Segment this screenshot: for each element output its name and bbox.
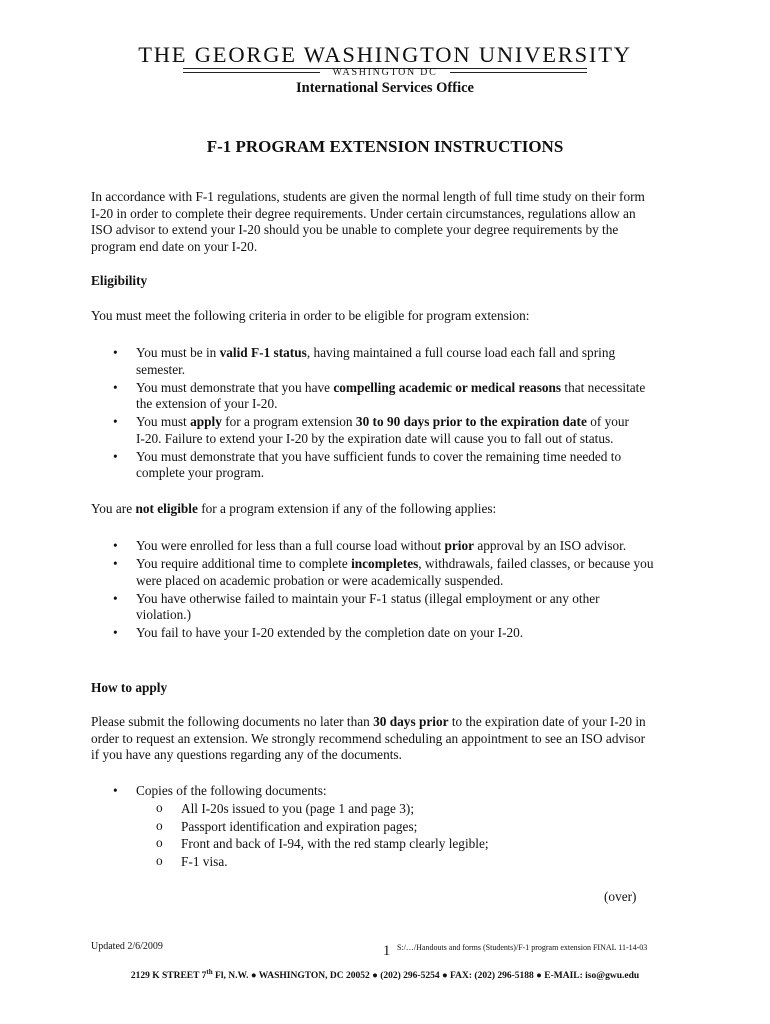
eligibility-heading: Eligibility <box>91 273 148 288</box>
letterhead-rule-left <box>183 72 320 73</box>
page-number: 1 <box>383 943 391 959</box>
bullet-icon: • <box>113 625 118 640</box>
list-item <box>91 591 653 624</box>
circle-bullet-icon: o <box>156 835 163 850</box>
eligibility-lead: You must meet the following criteria in order to be eligible for program extension: <box>91 308 530 323</box>
list-item-line: I-20. Failure to extend your I-20 by the expiration date will cause you to fall out of status. <box>136 430 614 446</box>
intro-line: I-20 in order to complete their degree requirements. Under certain circumstances, regulations allow an <box>91 205 636 221</box>
paragraph-line: order to request an extension. We strongly recommend scheduling an appointment to see an ISO advisor <box>91 730 646 746</box>
letterhead-rule-right <box>450 72 587 73</box>
list-item-line: the extension of your I-20. <box>136 396 278 411</box>
circle-bullet-icon: o <box>156 817 163 833</box>
bullet-icon: • <box>113 345 118 360</box>
bullet-icon: • <box>113 379 118 395</box>
circle-bullet-icon: o <box>156 852 163 868</box>
circle-bullet-icon: o <box>156 800 163 815</box>
not-eligible-lead: You are not eligible for a program extension if any of the following applies: <box>91 501 497 516</box>
list-item-line: violation.) <box>136 607 192 622</box>
list-item-line: You require additional time to complete incompletes, withdrawals, failed classes, or because you <box>136 556 654 571</box>
list-item <box>91 538 653 555</box>
office-address: 2129 K STREET 7th Fl, N.W. ● WASHINGTON, DC 20052 ● (202) 296-5254 ● FAX: (202) 296-5188 ● E-MAIL: iso@gwu.edu <box>130 968 640 982</box>
bullet-icon: • <box>113 783 118 798</box>
list-item <box>91 449 645 482</box>
how-to-apply-heading: How to apply <box>91 680 168 695</box>
sublist-item: o Passport identification and expiration pages; <box>156 817 418 834</box>
list-item-line: You fail to have your I-20 extended by the completion date on your I-20. <box>136 625 524 640</box>
list-item-line: You must demonstrate that you have sufficient funds to cover the remaining time needed to <box>136 448 622 464</box>
office-name: International Services Office <box>296 80 474 96</box>
university-name: THE GEORGE WASHINGTON UNIVERSITY <box>138 42 632 67</box>
documents-list <box>91 783 327 801</box>
list-item <box>91 345 645 378</box>
list-item <box>91 380 645 413</box>
sublist-item: o All I-20s issued to you (page 1 and page 3); <box>156 800 415 816</box>
bullet-icon: • <box>113 414 118 429</box>
documents-sublist <box>91 801 691 873</box>
not-eligible-list <box>91 538 653 643</box>
intro-line: ISO advisor to extend your I-20 should you be unable to complete your degree requirements by the <box>91 222 619 237</box>
list-item-line: were placed on academic probation or were academically suspended. <box>136 572 504 588</box>
bullet-icon: • <box>113 590 118 606</box>
how-to-apply-paragraph <box>91 714 646 764</box>
list-item-line: You must apply for a program extension 30 to 90 days prior to the expiration date of your <box>136 414 629 429</box>
list-item <box>91 556 653 589</box>
list-item <box>91 625 653 642</box>
bullet-icon: • <box>113 556 118 571</box>
eligibility-list <box>91 345 645 483</box>
list-item-line: You have otherwise failed to maintain your F-1 status (illegal employment or any other <box>136 590 600 606</box>
sublist-item: o Front and back of I-94, with the red stamp clearly legible; <box>156 835 489 851</box>
list-item-line: You must demonstrate that you have compelling academic or medical reasons that necessitate <box>136 379 646 395</box>
list-item-line: You were enrolled for less than a full course load without prior approval by an ISO advisor. <box>136 538 627 553</box>
university-city: WASHINGTON DC <box>332 67 438 78</box>
bullet-icon: • <box>113 448 118 464</box>
paragraph-line: Please submit the following documents no later than 30 days prior to the expiration date of your I-20 in <box>91 714 646 729</box>
list-item-line: Copies of the following documents: <box>136 783 327 798</box>
list-item <box>91 783 327 800</box>
list-item-line: semester. <box>136 361 186 377</box>
bullet-icon: • <box>113 538 118 553</box>
page-title: F-1 PROGRAM EXTENSION INSTRUCTIONS <box>206 137 564 156</box>
intro-line: program end date on your I-20. <box>91 238 258 254</box>
list-item <box>91 414 645 447</box>
paragraph-line: if you have any questions regarding any of the documents. <box>91 747 402 762</box>
over-note: (over) <box>604 889 637 904</box>
intro-line: In accordance with F-1 regulations, students are given the normal length of full time study on their form <box>91 189 645 204</box>
file-path: S:/…/Handouts and forms (Students)/F-1 program extension FINAL 11-14-03 <box>397 943 648 952</box>
list-item-line: complete your program. <box>136 465 265 480</box>
intro-paragraph <box>91 189 645 255</box>
updated-date: Updated 2/6/2009 <box>91 941 163 952</box>
list-item-line: You must be in valid F-1 status, having maintained a full course load each fall and spring <box>136 345 616 360</box>
sublist-item: o F-1 visa. <box>156 852 228 869</box>
